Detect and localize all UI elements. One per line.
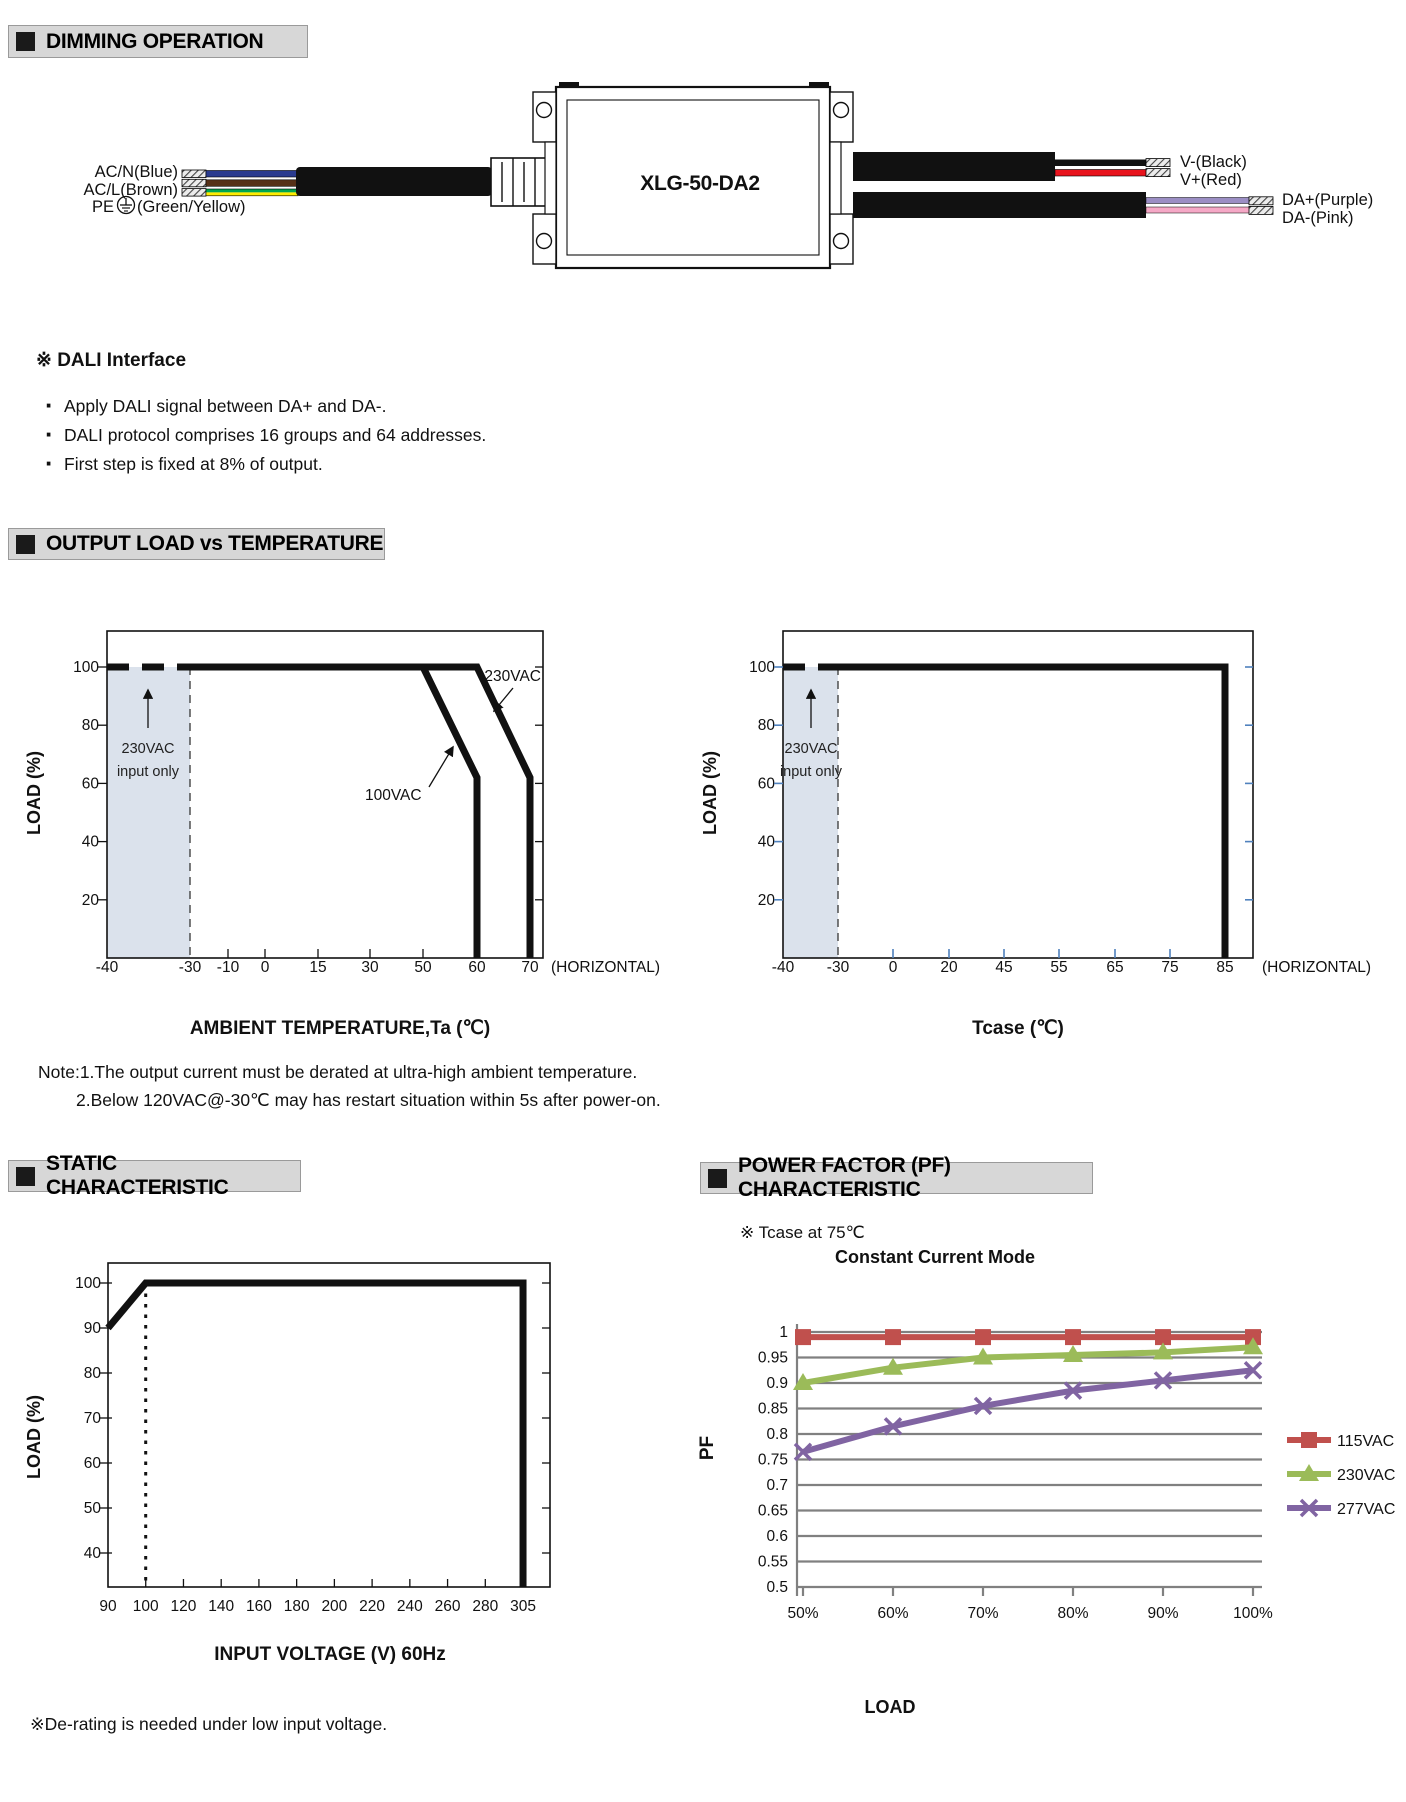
pf-chart xyxy=(697,1223,1395,1717)
y-tick-label: 0.65 xyxy=(757,1502,788,1520)
y-tick-label: 100 xyxy=(749,659,775,676)
marker-square xyxy=(1065,1329,1081,1345)
mounting-hole xyxy=(537,103,552,118)
plot-box xyxy=(783,631,1253,958)
x-tick-label: 90 xyxy=(99,1598,117,1615)
x-tick-label: 75 xyxy=(1161,959,1179,976)
x-tick-label: -30 xyxy=(178,959,202,976)
y-tick-label: 90 xyxy=(83,1320,101,1337)
x-tick-label: 160 xyxy=(245,1598,272,1615)
x-tick-label: 305 xyxy=(510,1598,536,1615)
y-tick-label: 80 xyxy=(83,1365,101,1382)
y-tick-label: 20 xyxy=(757,891,775,909)
wire-tip xyxy=(182,179,206,187)
wire-tip xyxy=(182,189,206,197)
ambient-derating-chart xyxy=(24,631,660,1039)
y-tick-label: 60 xyxy=(757,775,775,793)
section-header-static xyxy=(8,1152,301,1199)
wire-tip xyxy=(1146,169,1170,177)
y-tick-label: 0.95 xyxy=(757,1349,788,1367)
wire-label-vminus: V-(Black) xyxy=(1180,153,1247,171)
dali-bullet: · DALI protocol comprises 16 groups and 64 addresses. xyxy=(42,421,486,450)
y-tick-label: 0.75 xyxy=(757,1451,788,1469)
dali-bullet: · Apply DALI signal between DA+ and DA-. xyxy=(42,392,486,421)
marker-square xyxy=(885,1329,901,1345)
wire-blue xyxy=(206,171,298,178)
marker-square xyxy=(975,1329,991,1345)
y-tick-label: 40 xyxy=(757,833,775,851)
derating-line xyxy=(838,667,1225,958)
shaded-region-label: input only xyxy=(116,764,180,780)
static-characteristic-chart xyxy=(24,1263,550,1665)
x-axis-title: LOAD xyxy=(864,1697,916,1717)
x-tick-label: 100% xyxy=(1233,1605,1273,1622)
x-tick-label: 220 xyxy=(359,1598,386,1615)
x-axis-title: INPUT VOLTAGE (V) 60Hz xyxy=(214,1644,446,1665)
section-title: STATIC CHARACTERISTIC xyxy=(46,1152,229,1199)
x-tick-label: -30 xyxy=(826,959,850,976)
wire-brown xyxy=(206,180,298,187)
wire-label-daminus: DA-(Pink) xyxy=(1282,209,1354,227)
x-tick-label: -40 xyxy=(95,959,119,976)
y-tick-label: 1 xyxy=(779,1324,788,1341)
wire-label-daplus: DA+(Purple) xyxy=(1282,191,1374,209)
x-tick-label: -40 xyxy=(771,959,795,976)
y-tick-label: 0.7 xyxy=(766,1477,788,1494)
y-axis-title: LOAD (%) xyxy=(24,751,44,835)
x-tick-label: 15 xyxy=(309,959,327,976)
y-axis-title: PF xyxy=(697,1435,718,1461)
y-tick-label: 60 xyxy=(83,1455,101,1472)
y-axis-title: LOAD (%) xyxy=(24,1395,44,1479)
dali-heading: ※ DALI Interface xyxy=(36,350,187,371)
shaded-region-label: 230VAC xyxy=(121,741,175,757)
note-line: Note:1.The output current must be derated at ultra-high ambient temperature. xyxy=(38,1062,638,1082)
section-bullet-icon xyxy=(16,535,35,554)
dali-bullet-list xyxy=(42,392,486,479)
input-cable xyxy=(296,167,492,196)
section-title: POWER FACTOR (PF) CHARACTERISTIC xyxy=(738,1154,951,1201)
curve-label: 100VAC xyxy=(365,787,422,804)
x-tick-label: 30 xyxy=(361,959,379,976)
y-tick-label: 40 xyxy=(83,1545,101,1562)
y-tick-label: 0.55 xyxy=(757,1553,788,1571)
tcase-derating-chart xyxy=(700,631,1371,1039)
low-voltage-note: ※De-rating is needed under low input voltage. xyxy=(30,1714,388,1734)
wire-tip xyxy=(1249,206,1273,214)
y-tick-label: 50 xyxy=(83,1500,101,1517)
x-tick-label: 55 xyxy=(1050,959,1068,976)
dali-bullet: · First step is fixed at 8% of output. xyxy=(42,450,486,479)
wire-green xyxy=(206,189,298,192)
marker-square xyxy=(1301,1432,1317,1448)
wire-red xyxy=(1055,170,1147,177)
wire-pink xyxy=(1146,207,1250,213)
x-axis-title: AMBIENT TEMPERATURE,Ta (℃) xyxy=(189,1018,491,1039)
y-tick-label: 80 xyxy=(757,717,775,735)
section-header-dimming xyxy=(8,25,308,58)
x-tick-label: 60% xyxy=(877,1605,909,1622)
derating-notes xyxy=(38,1058,661,1114)
wire-tip xyxy=(182,170,206,178)
horizontal-label: (HORIZONTAL) xyxy=(551,959,661,976)
x-tick-label: 260 xyxy=(434,1598,461,1615)
x-tick-label: 240 xyxy=(396,1598,423,1615)
x-axis-title: Tcase (℃) xyxy=(972,1018,1064,1039)
earth-ground-icon xyxy=(118,197,135,214)
x-tick-label: 70% xyxy=(967,1605,999,1622)
static-line xyxy=(108,1283,523,1587)
section-title: DIMMING OPERATION xyxy=(46,29,264,53)
y-axis-title: LOAD (%) xyxy=(700,751,720,835)
x-tick-label: 200 xyxy=(321,1598,348,1615)
y-tick-label: 40 xyxy=(81,833,99,851)
section-bullet-icon xyxy=(16,1167,35,1186)
section-header-output-load xyxy=(8,528,385,560)
pf-title: Constant Current Mode xyxy=(835,1247,1035,1267)
legend-label: 115VAC xyxy=(1337,1433,1395,1450)
wire-tip xyxy=(1249,197,1273,205)
x-tick-label: 50 xyxy=(414,959,432,976)
y-tick-label: 0.9 xyxy=(766,1375,788,1392)
wire-black xyxy=(1055,160,1147,167)
device-model-label: XLG-50-DA2 xyxy=(640,172,760,195)
x-tick-label: 180 xyxy=(283,1598,310,1615)
wire-label-pe: PE xyxy=(92,198,115,216)
section-bullet-icon xyxy=(708,1169,727,1188)
curve-label: 230VAC xyxy=(484,668,541,685)
y-tick-label: 0.5 xyxy=(766,1579,788,1596)
wire-label-pe-color: (Green/Yellow) xyxy=(137,198,246,216)
note-line: 2.Below 120VAC@-30℃ may has restart situation within 5s after power-on. xyxy=(76,1090,661,1110)
wire-label-acl: AC/L(Brown) xyxy=(83,181,178,199)
x-tick-label: 85 xyxy=(1216,959,1234,976)
x-tick-label: 0 xyxy=(260,959,270,976)
shaded-region-label: 230VAC xyxy=(784,741,838,757)
y-tick-label: 20 xyxy=(81,891,99,909)
shaded-region-label: input only xyxy=(779,764,843,780)
section-title: OUTPUT LOAD vs TEMPERATURE xyxy=(46,532,384,555)
horizontal-label: (HORIZONTAL) xyxy=(1262,959,1372,976)
wiring-diagram xyxy=(84,82,1374,268)
x-tick-label: 60 xyxy=(468,959,486,976)
wire-label-vplus: V+(Red) xyxy=(1180,171,1242,189)
x-tick-label: 45 xyxy=(995,959,1013,976)
x-tick-label: 90% xyxy=(1147,1605,1179,1622)
section-header-pf xyxy=(700,1154,1093,1201)
pf-condition: ※ Tcase at 75℃ xyxy=(740,1223,865,1242)
x-tick-label: 80% xyxy=(1057,1605,1089,1622)
y-tick-label: 100 xyxy=(73,659,99,676)
legend-label: 277VAC xyxy=(1337,1501,1396,1518)
derating-line xyxy=(190,667,477,958)
device xyxy=(533,82,853,268)
y-tick-label: 60 xyxy=(81,775,99,793)
section-bullet-icon xyxy=(16,32,35,51)
x-tick-label: 120 xyxy=(170,1598,197,1615)
y-tick-label: 0.6 xyxy=(766,1528,788,1545)
wire-purple xyxy=(1146,198,1250,204)
y-tick-label: 0.85 xyxy=(757,1400,788,1418)
y-tick-label: 100 xyxy=(75,1275,101,1292)
x-tick-label: 280 xyxy=(472,1598,499,1615)
x-tick-label: 70 xyxy=(521,959,539,976)
x-tick-label: 140 xyxy=(208,1598,235,1615)
x-tick-label: 50% xyxy=(787,1605,819,1622)
y-tick-label: 0.8 xyxy=(766,1426,788,1443)
x-tick-label: 0 xyxy=(888,959,898,976)
x-tick-label: 20 xyxy=(940,959,958,976)
annotation-arrow xyxy=(429,747,453,787)
marker-square xyxy=(795,1329,811,1345)
wire-yellow xyxy=(206,192,298,195)
mounting-hole xyxy=(834,103,849,118)
plot-box xyxy=(108,1263,550,1587)
dali-cable xyxy=(853,192,1146,218)
x-tick-label: 100 xyxy=(132,1598,159,1615)
x-tick-label: -10 xyxy=(216,959,240,976)
x-tick-label: 65 xyxy=(1106,959,1124,976)
y-tick-label: 80 xyxy=(81,717,99,735)
wire-label-acn: AC/N(Blue) xyxy=(94,163,178,181)
legend-label: 230VAC xyxy=(1337,1467,1396,1484)
y-tick-label: 70 xyxy=(83,1410,101,1427)
output-cable xyxy=(853,152,1055,181)
wire-tip xyxy=(1146,159,1170,167)
mounting-hole xyxy=(537,234,552,249)
mounting-hole xyxy=(834,234,849,249)
